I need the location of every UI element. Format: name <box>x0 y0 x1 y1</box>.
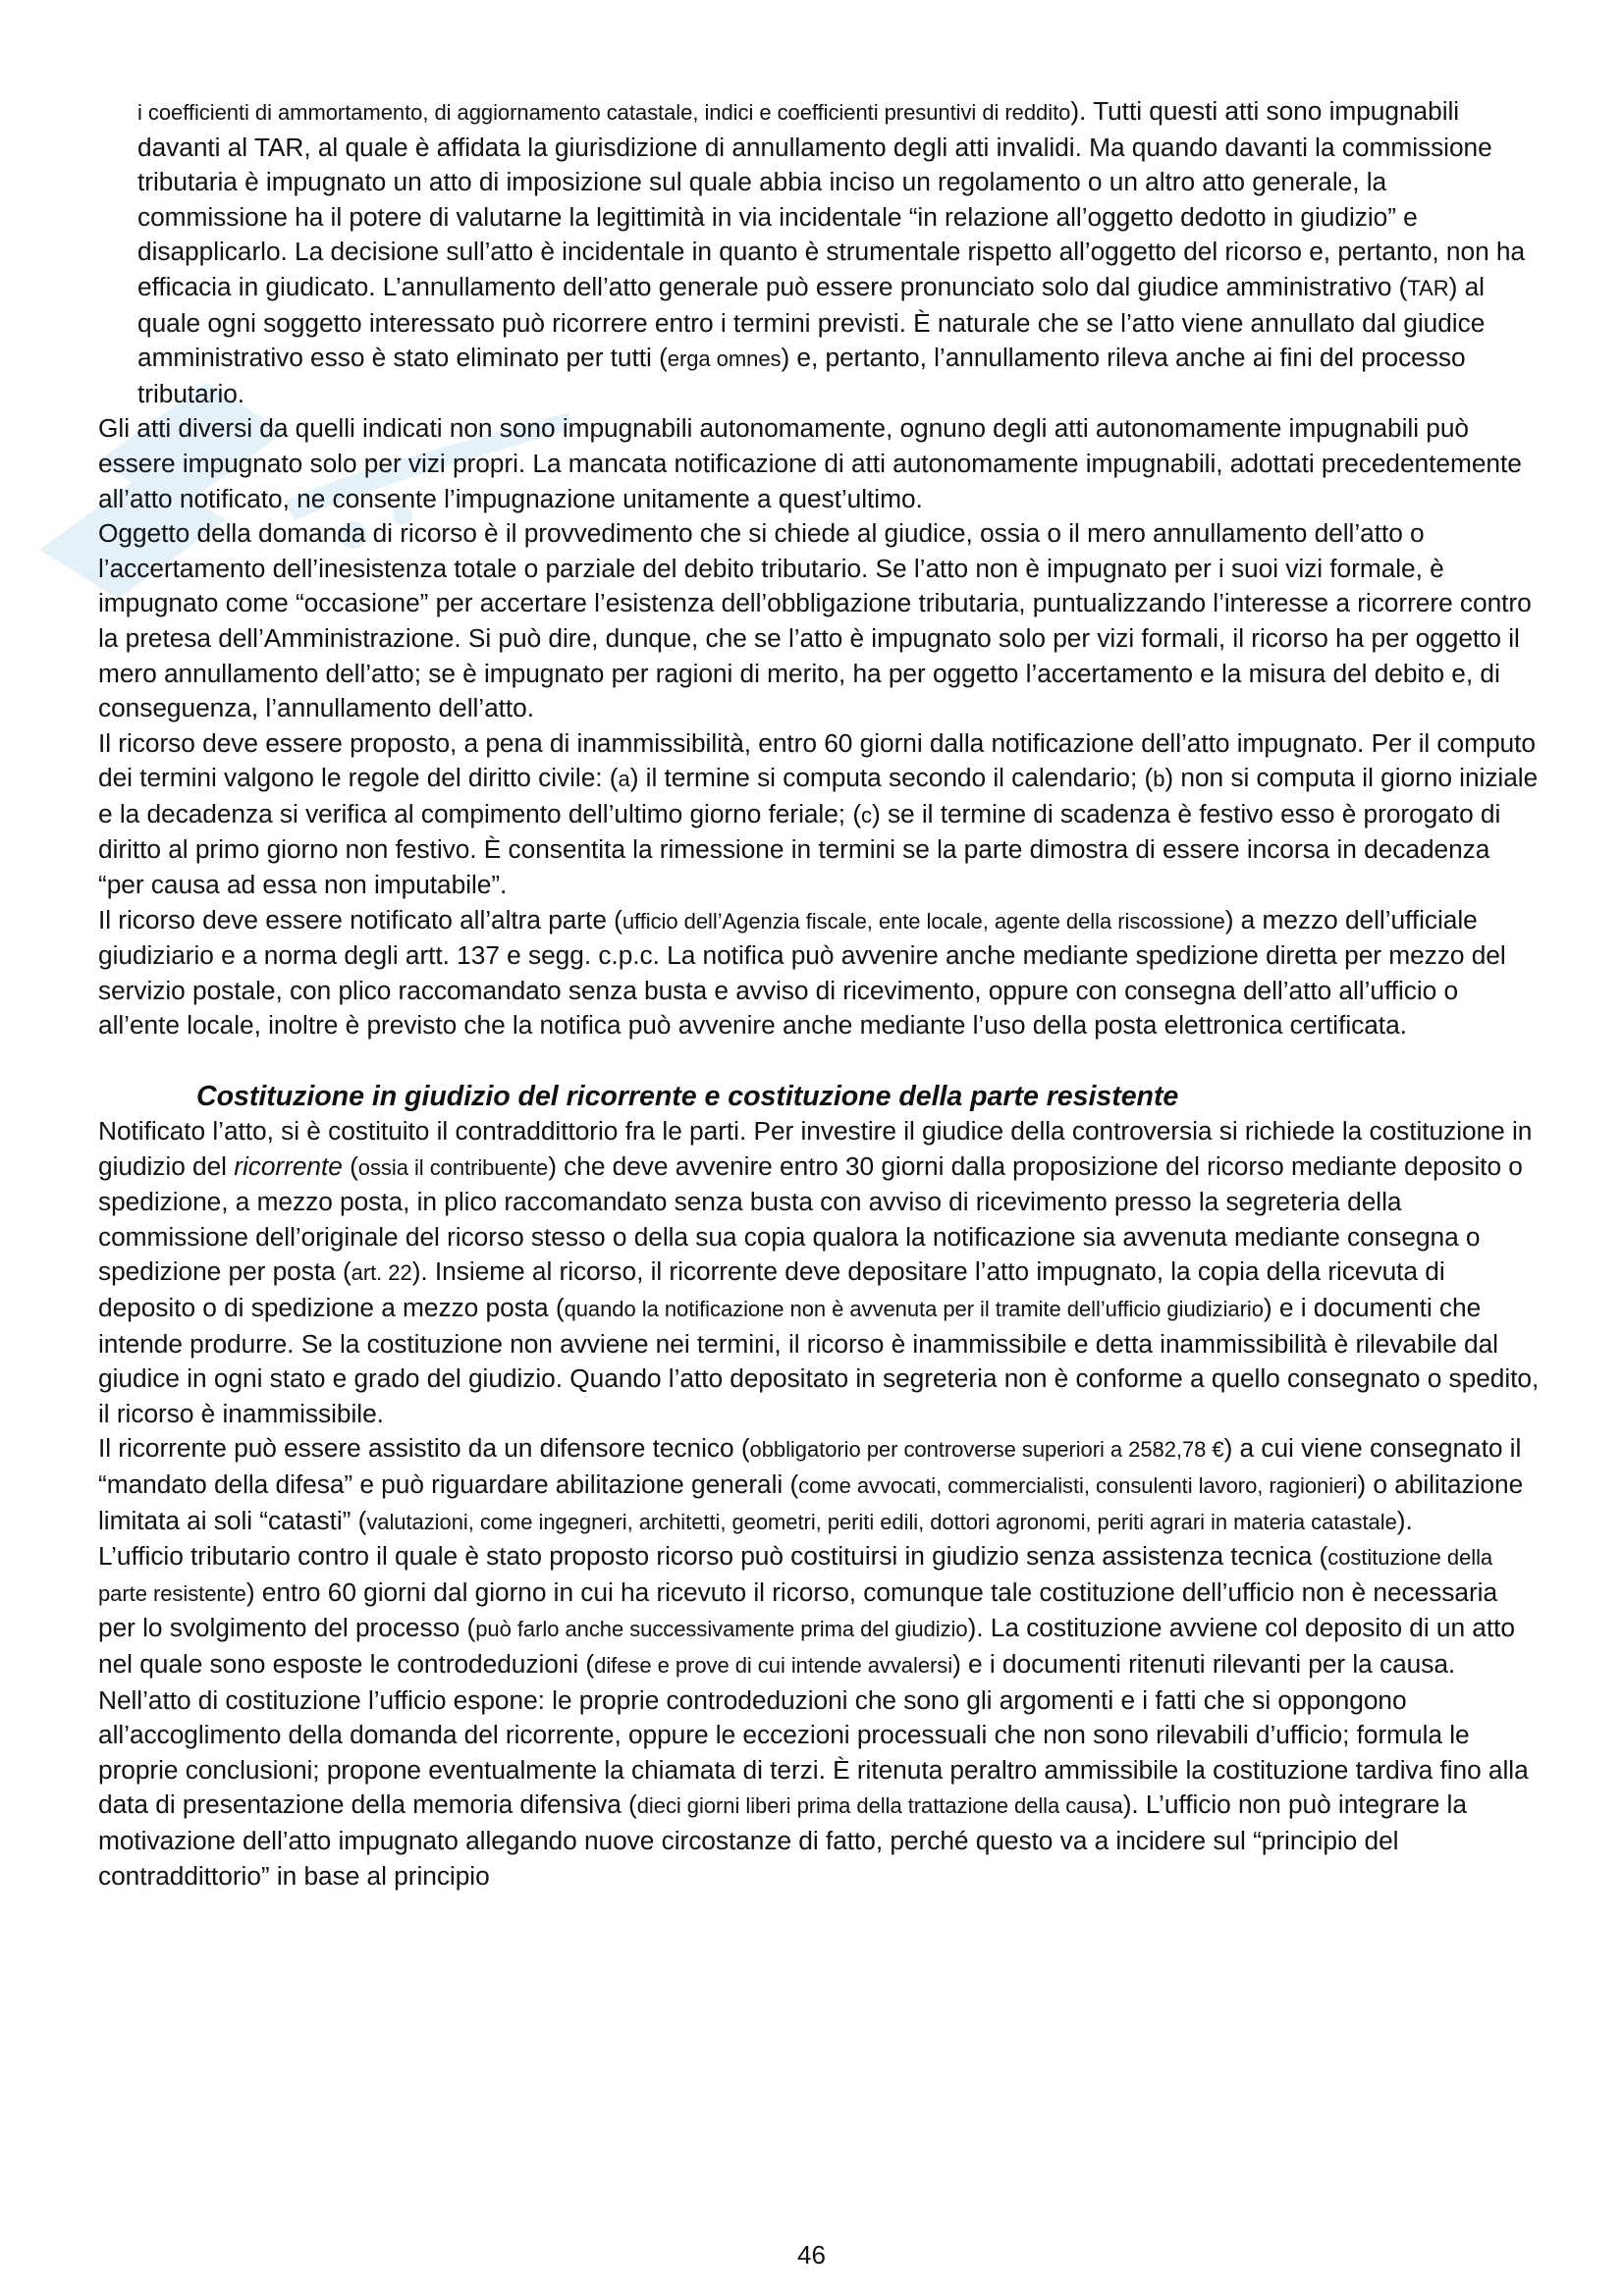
text-span: ) se il termine di scadenza è festivo esso è prorogato di diritto al primo giorno non festivo. È consentita la rimessione in termini se la parte dimostra di essere incorsa in decadenza “per causa ad essa non imputabile”. <box>98 798 1501 900</box>
text-span: L’ufficio tributario contro il quale è stato proposto ricorso può costituirsi in giudizio senza assistenza tecnica ( <box>98 1541 1328 1572</box>
text-span: ) il termine si computa secondo il calendario; ( <box>629 763 1154 793</box>
text-span: ufficio dell’Agenzia fiscale, ente locale, agente della riscossione <box>622 908 1225 934</box>
text-span: come avvocati, commercialisti, consulenti lavoro, ragionieri <box>798 1472 1358 1498</box>
page-number: 46 <box>797 2240 826 2269</box>
text-span: ( <box>342 1150 358 1181</box>
text-span: erga omnes <box>667 347 782 372</box>
text-span: ossia il contribuente <box>357 1154 549 1180</box>
text-span: costituzione della parte resistente <box>98 1545 1493 1606</box>
text-span: può farlo anche successivamente prima del giudizio <box>475 1617 968 1642</box>
text-span: ). <box>1396 1505 1413 1535</box>
text-span: Il ricorso deve essere proposto, a pena di inammissibilità, entro 60 giorni dalla notificazione dell’atto impugnato. Per il computo dei termini valgono le regole del diritto civile: ( <box>98 727 1536 793</box>
text-span: Notificato l’atto, si è costituito il contraddittorio fra le parti. Per investire il giudice della controversia si richiede la costituzione in giudizio del <box>98 1116 1533 1181</box>
text-span: ). L’ufficio non può integrare la motivazione dell’atto impugnato allegando nuove circostanze di fatto, perché questo va a incidere sul “principio del contraddittorio” in base al principio <box>98 1789 1467 1891</box>
text-span: valutazioni, come ingegneri, architetti, geometri, periti edili, dottori agronomi, periti agrari in materia catastale <box>366 1509 1397 1534</box>
text-span: quando la notificazione non è avvenuta per il tramite dell’ufficio giudiziario <box>564 1297 1264 1321</box>
text-span: c <box>861 802 872 828</box>
text-span: difese e prove di cui intende avvalersi <box>594 1652 953 1678</box>
paragraph-atti-impugnabili: Gli atti diversi da quelli indicati non sono impugnabili autonomamente, ognuno degli atti autonomamente impugnabili può essere impugnato solo per vizi propri. La mancata notificazione di atti autonomamente impugnabili, adottati precedentemente all’atto notificato, ne consente l’impugnazione unitamente a quest’ultimo. <box>98 413 1522 513</box>
text-span: ). Tutti questi atti sono impugnabili davanti al TAR, al quale è affidata la giurisdizione di annullamento degli atti invalidi. Ma quando davanti la commissione tributaria è impugnato un atto di imposizione sul quale abbia inciso un regolamento o un altro atto generale, la commissione ha il potere di valutarne la legittimità in via incidentale “in relazione all’oggetto dedotto in giudizio” e disapplicarlo. La decisione sull’atto è incidentale in quanto è strumentale rispetto all’oggetto del ricorso e, pertanto, non ha efficacia in giudicato. L’annullamento dell’atto generale può essere pronunciato solo dal giudice amministrativo ( <box>137 96 1526 301</box>
document-body <box>98 94 1542 1894</box>
text-span: ) e, pertanto, l’annullamento rileva anche ai fini del processo tributario. <box>137 343 1466 408</box>
text-span: Il ricorso deve essere notificato all’altra parte ( <box>98 904 622 934</box>
text-span: art. 22 <box>351 1260 412 1286</box>
text-span: Il ricorrente può essere assistito da un difensore tecnico ( <box>98 1433 750 1464</box>
paragraph-oggetto-domanda: Oggetto della domanda di ricorso è il provvedimento che si chiede al giudice, ossia o il mero annullamento dell’atto o l’accertamento dell’inesistenza totale o parziale del debito tributario. Se l’atto non è impugnato per i suoi vizi formale, è impugnato come “occasione” per accertare l’esistenza dell’obbligazione tributaria, puntualizzando l’interesse a ricorrere contro la pretesa dell’Amministrazione. Si può dire, dunque, che se l’atto è impugnato solo per vizi formali, il ricorso ha per oggetto il mero annullamento dell’atto; se è impugnato per ragioni di merito, ha per oggetto l’accertamento e la misura del debito e, di conseguenza, l’annullamento dell’atto. <box>98 518 1532 723</box>
text-span: ) a cui viene consegnato il “mandato della difesa” e può riguardare abilitazione generali ( <box>98 1433 1522 1499</box>
text-span: ). La costituzione avviene col deposito di un atto nel quale sono esposte le controdeduzioni ( <box>98 1613 1515 1679</box>
text-span: ) e i documenti che intende produrre. Se la costituzione non avviene nei termini, il ricorso è inammissibile e detta inammissibilità è rilevabile dal giudice in ogni stato e grado del giudizio. Quando l’atto depositato in segreteria non è conforme a quello consegnato o spedito, il ricorso è inammissibile. <box>98 1293 1540 1428</box>
text-span: b <box>1153 767 1165 792</box>
text-span: TAR <box>1407 275 1449 300</box>
text-span: ) al quale ogni soggetto interessato può ricorrere entro i termini previsti. È naturale che se l’atto viene annullato dal giudice amministrativo esso è stato eliminato per tutti ( <box>137 271 1486 373</box>
section-heading: Costituzione in giudizio del ricorrente e costituzione della parte resistente <box>196 1081 1179 1113</box>
text-span: i coefficienti di ammortamento, di aggiornamento catastale, indici e coefficienti presuntivi di reddito <box>137 100 1071 125</box>
text-span: ) e i documenti ritenuti rilevanti per la causa. Nell’atto di costituzione l’ufficio espone: le proprie controdeduzioni che sono gli argomenti e i fatti che si oppongono all’accoglimento della domanda del ricorrente, oppure le eccezioni processuali che non sono rilevabili d’ufficio; formula le proprie conclusioni; propone eventualmente la chiamata di terzi. È ritenuta peraltro ammissibile la costituzione tardiva fino alla data di presentazione della memoria difensiva ( <box>98 1648 1529 1820</box>
paragraph-ufficio-tributario <box>98 1539 1542 1894</box>
text-span: ). Insieme al ricorso, il ricorrente deve depositare l’atto impugnato, la copia della ricevuta di deposito o di spedizione a mezzo posta ( <box>98 1256 1445 1322</box>
text-span: dieci giorni liberi prima della trattazione della causa <box>636 1793 1123 1819</box>
paragraph-difensore-tecnico <box>98 1431 1542 1539</box>
paragraph-notifica-ricorso <box>98 903 1542 1043</box>
paragraph-tar-giurisdizione <box>98 94 1542 411</box>
text-span-italic: ricorrente <box>234 1150 343 1181</box>
text-span: ) a mezzo dell’ufficiale giudiziario e a norma degli artt. 137 e segg. c.p.c. La notifica può avvenire anche mediante spedizione diretta per mezzo del servizio postale, con plico raccomandato senza busta e avviso di ricevimento, oppure con consegna dell’atto all’ufficio o all’ente locale, inoltre è previsto che la notifica può avvenire anche mediante l’uso della posta elettronica certificata. <box>98 904 1506 1041</box>
paragraph-termini-ricorso <box>98 726 1542 903</box>
text-span: ) non si computa il giorno iniziale e la decadenza si verifica al compimento dell’ultimo giorno feriale; ( <box>98 763 1539 828</box>
text-span: ) entro 60 giorni dal giorno in cui ha ricevuto il ricorso, comunque tale costituzione dell’ufficio non è necessaria per lo svolgimento del processo ( <box>98 1576 1498 1643</box>
paragraph-costituzione-ricorrente <box>98 1114 1542 1431</box>
text-span: ) che deve avvenire entro 30 giorni dalla proposizione del ricorso mediante deposito o spedizione, a mezzo posta, in plico raccomandato senza busta con avviso di ricevimento presso la segreteria della commissione dell’originale del ricorso stesso o della sua copia qualora la notificazione sia avvenuta mediante consegna o spedizione per posta ( <box>98 1150 1523 1287</box>
text-span: ) o abilitazione limitata ai soli “catasti” ( <box>98 1468 1524 1535</box>
text-span: a <box>618 767 630 792</box>
text-span: obbligatorio per controverse superiori a 2582,78 € <box>749 1437 1224 1463</box>
